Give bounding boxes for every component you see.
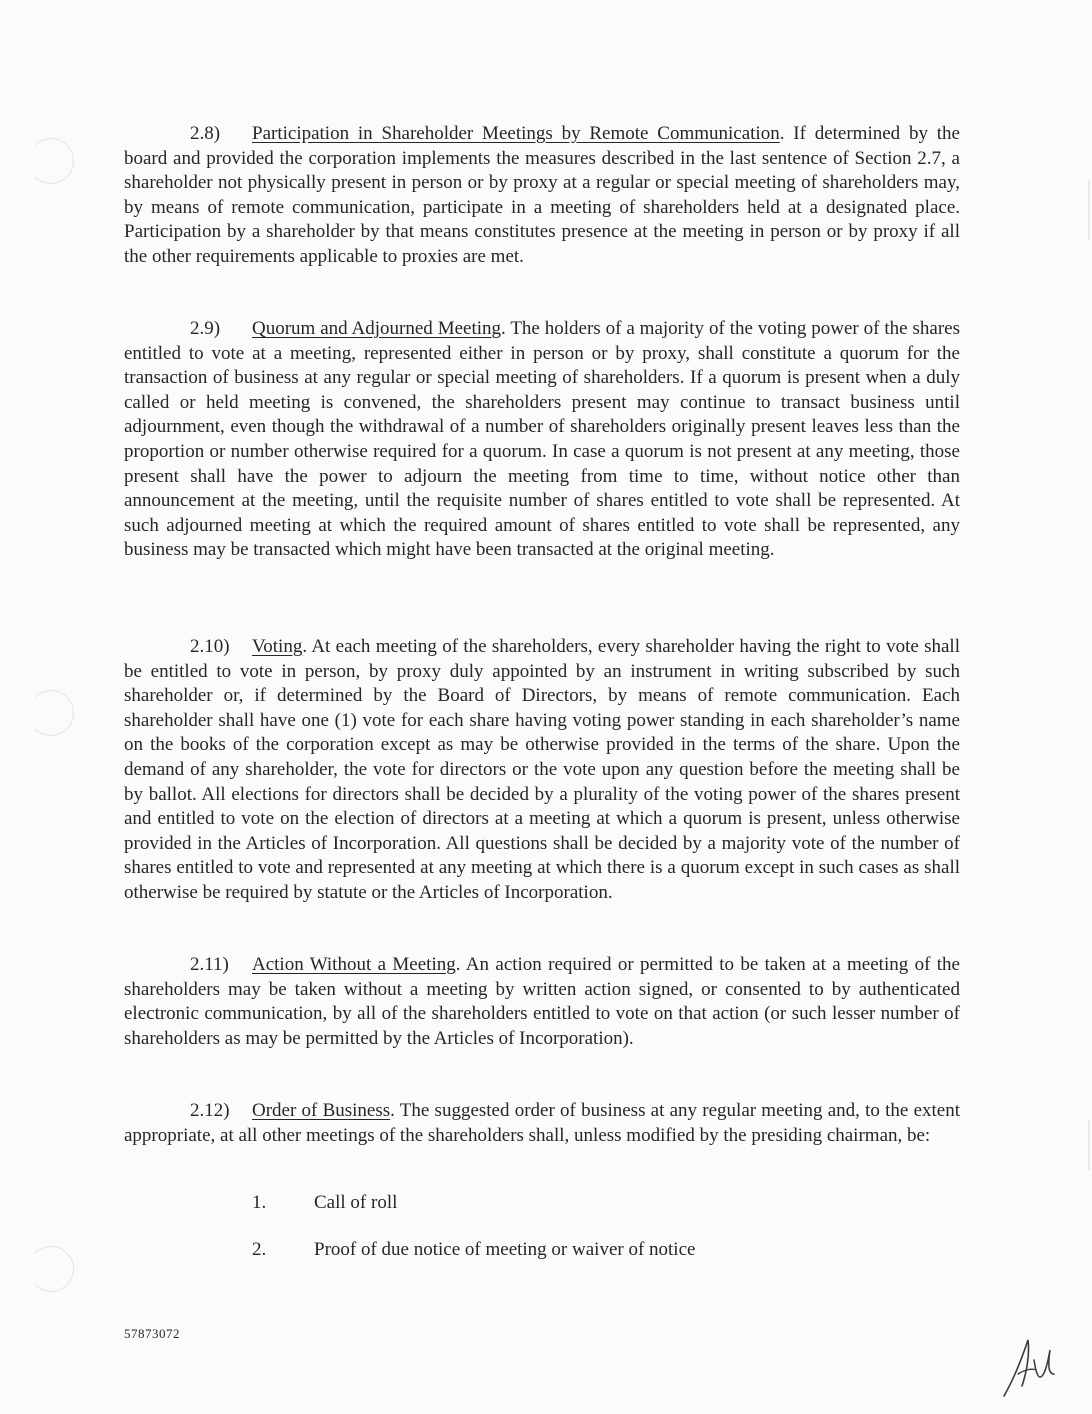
section-number: 2.12) <box>190 1100 230 1121</box>
section-2-9 <box>124 317 960 563</box>
list-item <box>252 1238 695 1262</box>
list-item-text: Proof of due notice of meeting or waiver of notice <box>314 1239 696 1260</box>
list-item-number: 1. <box>252 1192 267 1213</box>
section-body: . An action required or permitted to be taken at a meeting of the shareholders may be taken without a meeting by written action signed, or consented to by authenticated electronic communication, by all of the shareholders entitled to vote on that action (or such lesser number of shareholders as may be permitted by the Articles of Incorporation). <box>124 954 960 1049</box>
section-heading: Voting <box>252 636 303 657</box>
section-number: 2.9) <box>190 318 221 339</box>
document-id: 57873072 <box>124 1326 180 1341</box>
section-heading: Order of Business <box>252 1100 391 1121</box>
section-number: 2.11) <box>190 954 229 975</box>
section-body: . The holders of a majority of the voting power of the shares entitled to vote at a meeting, represented either in person or by proxy, shall constitute a quorum for the transaction of business at any regular or special meeting of shareholders. If a quorum is present when a duly called or held meeting is convened, the shareholders present may continue to transact business until adjournment, even though the withdrawal of a number of shareholders originally present leaves less than the proportion or number otherwise required for a quorum. In case a quorum is not present at any meeting, those present shall have the power to adjourn the meeting from time to time, without notice other than announcement at the meeting, until the requisite number of shares entitled to vote shall be represented. At such adjourned meeting at which the required amount of shares entitled to vote shall be represented, any business may be transacted which might have been transacted at the original meeting. <box>124 318 960 561</box>
section-heading: Participation in Shareholder Meetings by Remote Communication <box>252 123 780 144</box>
section-heading: Action Without a Meeting <box>252 954 456 975</box>
section-2-8 <box>124 122 960 270</box>
section-number: 2.10) <box>190 636 230 657</box>
section-2-12 <box>124 1099 960 1148</box>
section-body: . If determined by the board and provided the corporation implements the measures described in the last sentence of Section 2.7, a shareholder not physically present in person or by proxy at a regular or special meeting of shareholders may, by means of remote communication, participate in a meeting of shareholders held at a designated place. Participation by a shareholder by that means constitutes presence at the meeting in person or by proxy if all the other requirements applicable to proxies are met. <box>124 123 960 267</box>
section-heading: Quorum and Adjourned Meeting <box>252 318 502 339</box>
punch-hole-mark <box>28 1246 74 1292</box>
list-item <box>252 1191 397 1215</box>
list-item-text: Call of roll <box>314 1192 398 1213</box>
punch-hole-mark <box>28 690 74 736</box>
punch-hole-mark <box>28 138 74 184</box>
section-2-10 <box>124 635 960 906</box>
list-item-number: 2. <box>252 1239 267 1260</box>
handwritten-initials-icon <box>998 1330 1058 1400</box>
section-body: . The suggested order of business at any regular meeting and, to the extent appropriate, at all other meetings of the shareholders shall, unless modified by the presiding chairman, be: <box>124 1100 960 1146</box>
scan-edge-mark <box>1088 1120 1090 1170</box>
scan-edge-mark <box>1088 180 1090 240</box>
section-number: 2.8) <box>190 123 221 144</box>
section-body: . At each meeting of the shareholders, every shareholder having the right to vote shall be entitled to vote in person, by proxy duly appointed by an instrument in writing subscribed by such shareholder or, if determined by the Board of Directors, by means of remote communication. Each shareholder shall have one (1) vote for each share having voting power standing in each shareholder’s name on the books of the corporation except as may be otherwise provided in the terms of the share. Upon the demand of any shareholder, the vote for directors or the vote upon any question before the meeting shall be by ballot. All elections for directors shall be decided by a plurality of the voting power of the shares present and entitled to vote on the election of directors at a meeting at which a quorum is present, unless otherwise provided in the Articles of Incorporation. All questions shall be decided by a majority vote of the number of shares entitled to vote and represented at any meeting at which there is a quorum except in such cases as shall otherwise be required by statute or the Articles of Incorporation. <box>124 636 960 903</box>
section-2-11 <box>124 953 960 1051</box>
